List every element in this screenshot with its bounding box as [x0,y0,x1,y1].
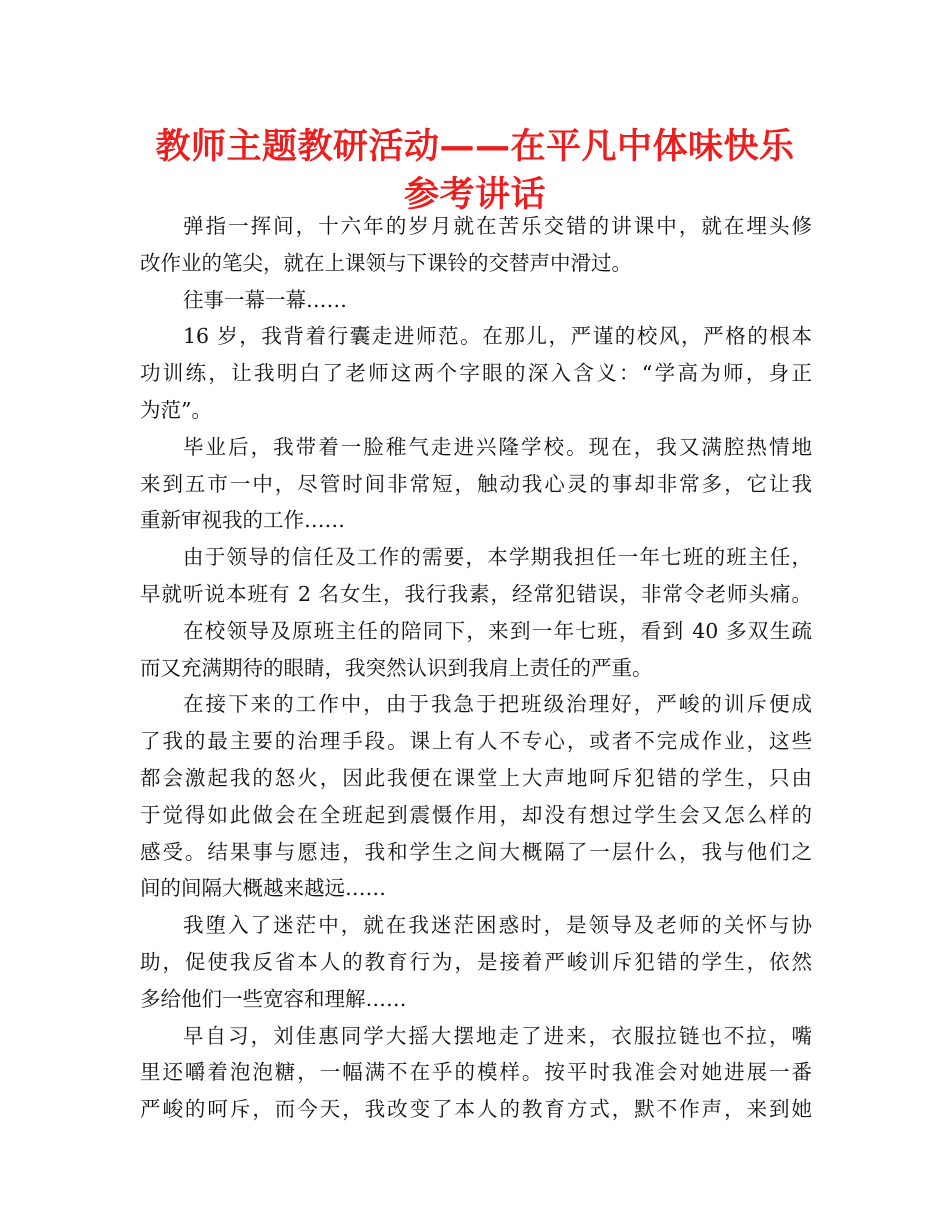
body-line: 早自习，刘佳惠同学大摇大摆地走了进来，衣服拉链也不拉，嘴 [183,1023,812,1048]
body-line: 由于领导的信任及工作的需要，本学期我担任一年七班的班主任， [183,545,812,570]
body-line: 毕业后，我带着一脸稚气走进兴隆学校。现在，我又满腔热情地 [183,434,812,459]
body-line: 16 岁，我背着行囊走进师范。在那儿，严谨的校风，严格的根本 [183,324,812,349]
body-line: 我堕入了迷茫中，就在我迷茫困惑时，是领导及老师的关怀与协 [183,913,812,938]
body-line: 为范”。 [140,397,212,422]
body-line: 重新审视我的工作…… [140,508,345,533]
body-line: 往事一幕一幕…… [183,287,347,312]
body-line: 间的间隔大概越来越远…… [140,876,386,901]
body-line: 于觉得如此做会在全班起到震慑作用，却没有想过学生会又怎么样的 [140,802,812,827]
body-line: 了我的最主要的治理手段。课上有人不专心，或者不完成作业，这些 [140,729,812,754]
document-body [140,208,812,1128]
body-line: 在接下来的工作中，由于我急于把班级治理好，严峻的训斥便成 [183,692,812,717]
body-line: 改作业的笔尖，就在上课领与下课铃的交替声中滑过。 [140,250,632,275]
body-line: 早就听说本班有 2 名女生，我行我素，经常犯错误，非常令老师头痛。 [140,581,812,606]
body-line: 而又充满期待的眼睛，我突然认识到我肩上责任的严重。 [140,655,653,680]
body-line: 功训练，让我明白了老师这两个字眼的深入含义：“学高为师，身正 [140,361,812,386]
body-line: 在校领导及原班主任的陪同下，来到一年七班，看到 40 多双生疏 [183,618,812,643]
body-line: 来到五市一中，尽管时间非常短，触动我心灵的事却非常多，它让我 [140,471,812,496]
body-line: 弹指一挥间，十六年的岁月就在苦乐交错的讲课中，就在埋头修 [183,214,812,238]
body-line: 严峻的呵斥，而今天，我改变了本人的教育方式，默不作声，来到她 [140,1097,812,1122]
body-line: 助，促使我反省本人的教育行为，是接着严峻训斥犯错的学生，依然 [140,949,812,974]
document-title-line-2: 参考讲话 [403,175,546,215]
body-line: 多给他们一些宽容和理解…… [140,986,407,1011]
document-title-line-1: 教师主题教研活动——在平凡中体味快乐 [155,127,795,167]
body-line: 里还嚼着泡泡糖，一幅满不在乎的模样。按平时我准会对她进展一番 [140,1060,812,1085]
body-line: 都会激起我的怒火，因此我便在课堂上大声地呵斥犯错的学生，只由 [140,765,812,790]
body-line: 感受。结果事与愿违，我和学生之间大概隔了一层什么，我与他们之 [140,839,812,864]
